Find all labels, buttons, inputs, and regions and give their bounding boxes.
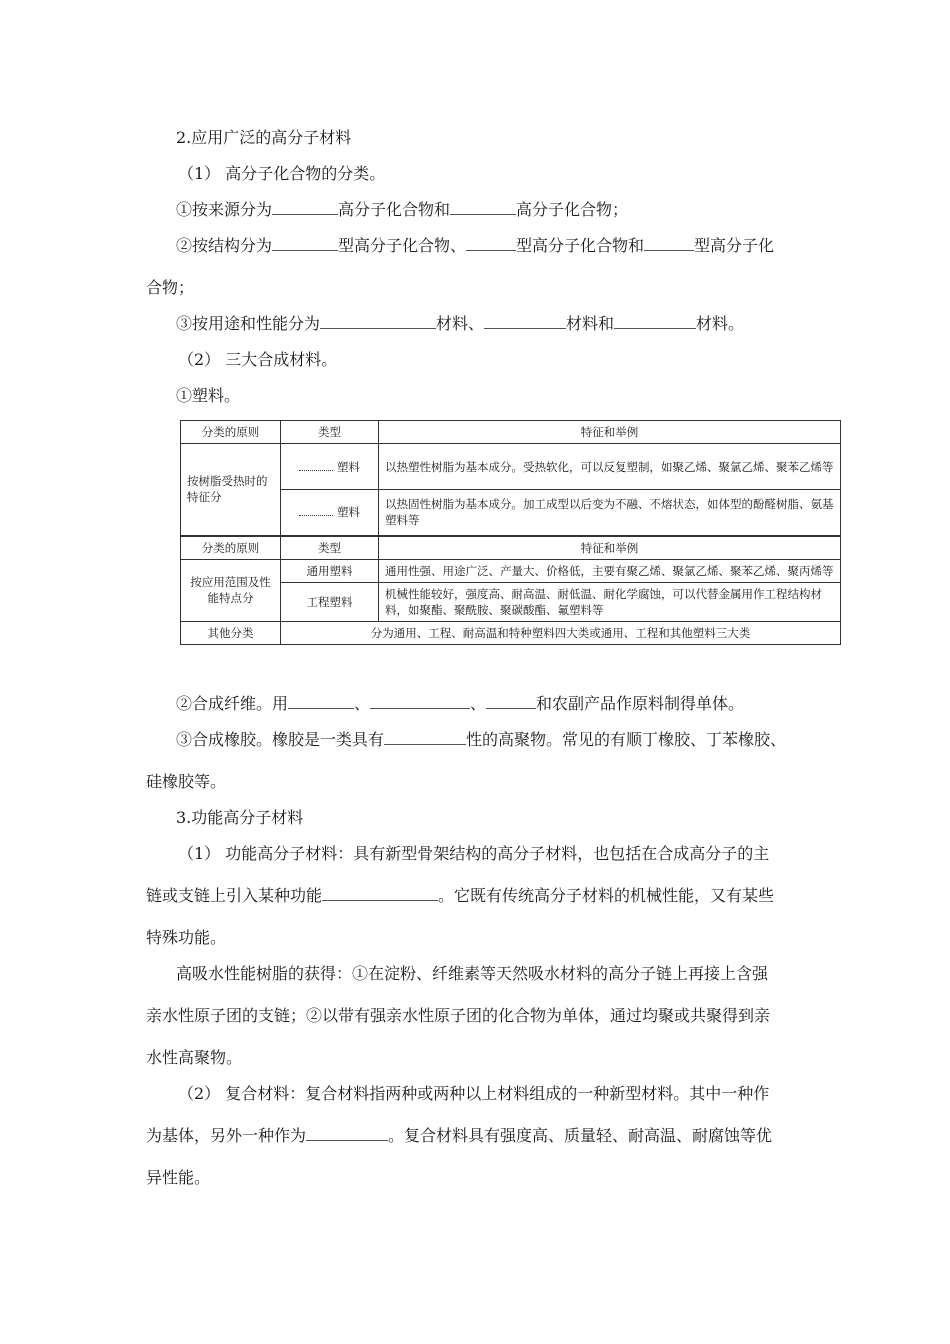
section-2-title: 2.应用广泛的高分子材料 <box>176 128 352 147</box>
item-source <box>176 200 628 220</box>
composite-para-line-2 <box>146 1126 772 1146</box>
item-source-text: ①按来源分为 <box>176 200 273 219</box>
blank-usage-2[interactable] <box>484 314 566 329</box>
table-header-row <box>181 421 841 444</box>
composite-para-line-1: （2） 复合材料：复合材料指两种或两种以上材料组成的一种新型材料。其中一种作 <box>178 1084 770 1103</box>
blank-structure-3[interactable] <box>644 236 694 251</box>
item-structure <box>176 236 774 256</box>
item-fiber-sep-2: 、 <box>470 694 487 713</box>
row1-type-blank[interactable] <box>299 460 333 471</box>
functional-para-line-3: 特殊功能。 <box>146 928 227 947</box>
item-rubber-wrap: 硅橡胶等。 <box>146 772 227 791</box>
row3-type: 通用塑料 <box>281 559 379 582</box>
item-source-text-2: 高分子化合物和 <box>338 200 451 219</box>
blank-function[interactable] <box>322 886 438 901</box>
header-principle: 分类的原则 <box>181 421 281 444</box>
subheading-synthetic-materials: （2） 三大合成材料。 <box>178 350 338 369</box>
table-header-row-2 <box>181 536 841 560</box>
plastics-heading: ①塑料。 <box>176 386 241 405</box>
composite-para-line-3: 异性能。 <box>146 1168 211 1187</box>
row3-desc: 通用性强、用途广泛、产量大、价格低，主要有聚乙烯、聚氯乙烯、聚苯乙烯、聚丙烯等 <box>379 559 841 582</box>
row5-principle: 其他分类 <box>181 621 281 644</box>
row1-type-label: 塑料 <box>337 459 360 474</box>
item-structure-text-4: 型高分子化 <box>694 236 775 255</box>
item-fiber-text-end: 和农副产品作原料制得单体。 <box>536 694 745 713</box>
blank-fiber-2[interactable] <box>370 694 470 709</box>
table-row <box>181 559 841 582</box>
blank-rubber[interactable] <box>384 730 466 745</box>
item-fiber-text: ②合成纤维。用 <box>176 694 289 713</box>
functional-text: 链或支链上引入某种功能 <box>146 886 323 905</box>
blank-composite[interactable] <box>306 1126 388 1141</box>
blank-source-1[interactable] <box>272 200 338 215</box>
header-features: 特征和举例 <box>379 421 841 444</box>
item-usage-text-2: 材料、 <box>436 314 485 333</box>
row4-type: 工程塑料 <box>281 582 379 621</box>
composite-text-2: 。复合材料具有强度高、质量轻、耐高温、耐腐蚀等优 <box>388 1126 773 1145</box>
item-rubber-text-2: 性的高聚物。常见的有顺丁橡胶、丁苯橡胶、 <box>466 730 787 749</box>
row1-desc: 以热塑性树脂为基本成分。受热软化，可以反复塑制，如聚乙烯、聚氯乙烯、聚苯乙烯等 <box>379 444 841 490</box>
item-fiber <box>176 694 744 714</box>
absorbent-para-line-3: 水性高聚物。 <box>146 1048 243 1067</box>
blank-usage-3[interactable] <box>614 314 696 329</box>
functional-text-2: 。它既有传统高分子材料的机械性能，又有某些 <box>438 886 775 905</box>
table-row <box>181 444 841 490</box>
row4-desc: 机械性能较好，强度高、耐高温、耐低温、耐化学腐蚀，可以代替金属用作工程结构材料，如聚酯、聚酰胺、聚碳酸酯、氟塑料等 <box>379 582 841 621</box>
row2-type-label: 塑料 <box>337 505 360 520</box>
plastics-table <box>180 420 841 645</box>
item-source-text-3: 高分子化合物； <box>516 200 629 219</box>
group2-principle: 按应用范围及性能特点分 <box>181 559 281 621</box>
item-usage-text-4: 材料。 <box>696 314 745 333</box>
header2-type: 类型 <box>281 536 379 560</box>
row2-type-blank[interactable] <box>299 505 333 516</box>
functional-para-line-1: （1） 功能高分子材料：具有新型骨架结构的高分子材料，也包括在合成高分子的主 <box>178 844 770 863</box>
item-fiber-sep-1: 、 <box>354 694 371 713</box>
functional-para-line-2 <box>146 886 774 906</box>
header2-principle: 分类的原则 <box>181 536 281 560</box>
row2-desc: 以热固性树脂为基本成分。加工成型以后变为不融、不熔状态，如体型的酚醛树脂、氨基塑料等 <box>379 490 841 536</box>
table-row <box>181 621 841 644</box>
section-3-title: 3.功能高分子材料 <box>176 808 304 827</box>
header2-features: 特征和举例 <box>379 536 841 560</box>
composite-text: 为基体，另外一种作为 <box>146 1126 307 1145</box>
row2-type <box>281 490 379 536</box>
item-usage-text: ③按用途和性能分为 <box>176 314 321 333</box>
blank-source-2[interactable] <box>450 200 516 215</box>
row5-desc: 分为通用、工程、耐高温和特种塑料四大类或通用、工程和其他塑料三大类 <box>281 621 841 644</box>
absorbent-para-line-1: 高吸水性能树脂的获得：①在淀粉、纤维素等天然吸水材料的高分子链上再接上含强 <box>176 964 769 983</box>
blank-structure-2[interactable] <box>466 236 516 251</box>
subheading-classification: （1） 高分子化合物的分类。 <box>178 164 386 183</box>
item-structure-text-2: 型高分子化合物、 <box>338 236 467 255</box>
item-rubber-text: ③合成橡胶。橡胶是一类具有 <box>176 730 385 749</box>
item-structure-text-3: 型高分子化合物和 <box>516 236 645 255</box>
item-structure-text: ②按结构分为 <box>176 236 273 255</box>
absorbent-para-line-2: 亲水性原子团的支链；②以带有强亲水性原子团的化合物为单体，通过均聚或共聚得到亲 <box>146 1006 771 1025</box>
item-usage-text-3: 材料和 <box>566 314 615 333</box>
blank-usage-1[interactable] <box>320 314 436 329</box>
item-rubber <box>176 730 786 750</box>
blank-fiber-1[interactable] <box>288 694 354 709</box>
blank-structure-1[interactable] <box>272 236 338 251</box>
header-type: 类型 <box>281 421 379 444</box>
item-usage <box>176 314 744 334</box>
item-structure-wrap: 合物； <box>146 278 195 297</box>
group1-principle: 按树脂受热时的特征分 <box>181 444 281 536</box>
blank-fiber-3[interactable] <box>486 694 536 709</box>
row1-type <box>281 444 379 490</box>
